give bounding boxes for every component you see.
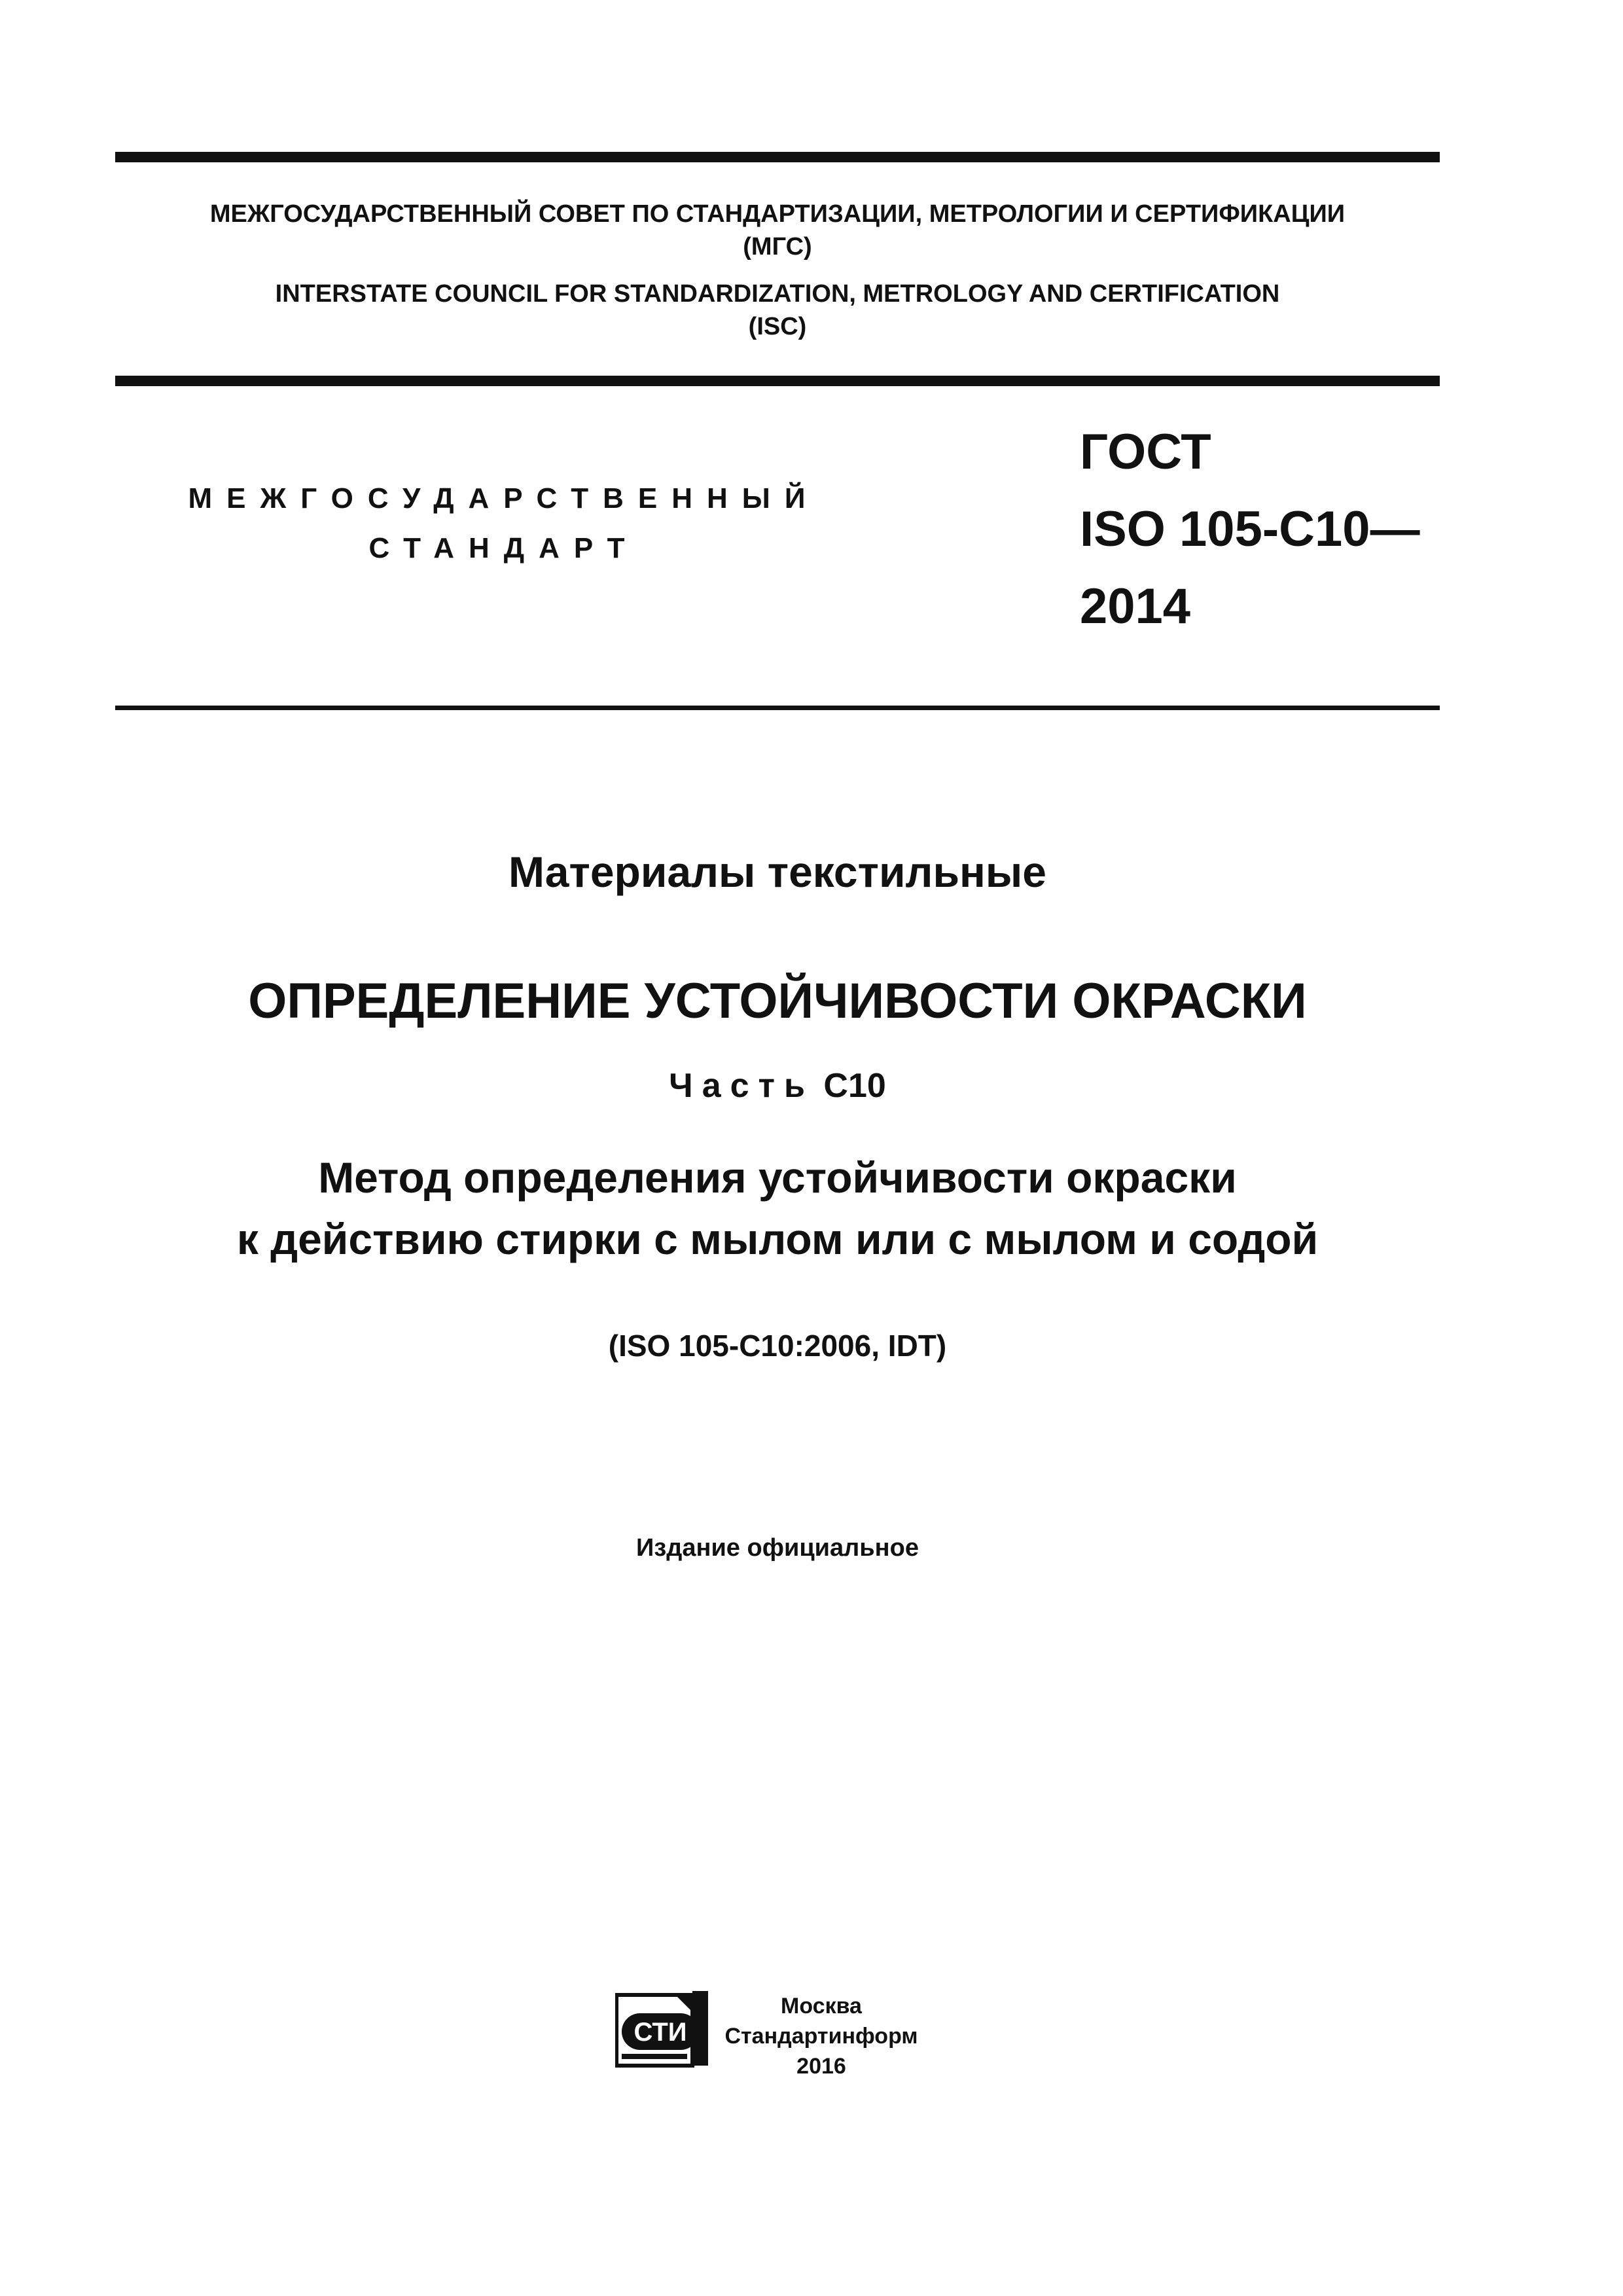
document-part — [115, 1063, 1440, 1109]
council-name-en-line: INTERSTATE COUNCIL FOR STANDARDIZATION, METROLOGY AND CERTIFICATION — [275, 280, 1280, 308]
iso-reference: (ISO 105-C10:2006, IDT) — [608, 1329, 947, 1363]
document-title: ОПРЕДЕЛЕНИЕ УСТОЙЧИВОСТИ ОКРАСКИ — [248, 973, 1307, 1029]
publisher-block — [707, 1991, 936, 2081]
council-name-ru — [115, 198, 1440, 263]
council-name-en — [115, 278, 1440, 343]
publisher-city: Москва — [781, 1994, 862, 2018]
standard-type-line1: МЕЖГОСУДАРСТВЕННЫЙ — [188, 482, 820, 514]
edition-note: Издание официальное — [636, 1534, 919, 1562]
gost-year: 2014 — [1080, 579, 1191, 634]
council-abbr-ru: (МГС) — [743, 233, 812, 260]
gost-label: ГОСТ — [1080, 424, 1211, 480]
bottom-divider — [115, 706, 1440, 710]
document-subject: Материалы текстильные — [508, 848, 1046, 896]
top-divider — [115, 152, 1440, 162]
method-title — [115, 1147, 1440, 1270]
gost-designation — [1080, 414, 1420, 645]
standartinform-logo-icon — [615, 1991, 708, 2068]
council-abbr-en: (ISC) — [748, 313, 807, 340]
part-code: C10 — [823, 1067, 886, 1105]
method-title-line2: к действию стирки с мылом или с мылом и содой — [236, 1215, 1319, 1263]
standard-type-line2: СТАНДАРТ — [368, 532, 639, 564]
middle-divider — [115, 376, 1440, 386]
publisher-name: Стандартинформ — [724, 2024, 918, 2049]
gost-code: ISO 105-C10— — [1080, 501, 1420, 557]
publication-year: 2016 — [796, 2054, 846, 2079]
logo-lettering: СТИ — [633, 2018, 687, 2047]
method-title-line1: Метод определения устойчивости окраски — [318, 1153, 1237, 1202]
council-name-ru-line: МЕЖГОСУДАРСТВЕННЫЙ СОВЕТ ПО СТАНДАРТИЗАЦИИ, МЕТРОЛОГИИ И СЕРТИФИКАЦИИ — [209, 200, 1346, 228]
part-word: Часть — [669, 1067, 814, 1105]
standard-type — [183, 474, 825, 573]
